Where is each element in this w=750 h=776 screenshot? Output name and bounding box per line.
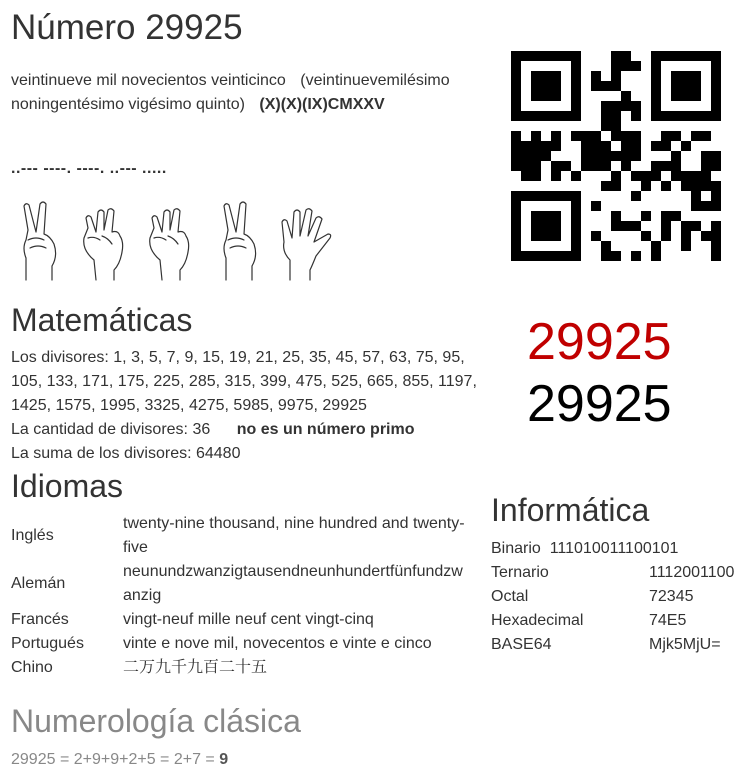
divisor-count-label: La cantidad de divisores: [11, 421, 188, 438]
binary-label: Binario [491, 540, 541, 557]
language-text: twenty-nine thousand, nine hundred and twenty-five [123, 515, 465, 556]
number-in-words [11, 69, 481, 117]
base-value: 72345 [649, 588, 694, 605]
binary-value: 111010011100101 [549, 540, 679, 557]
base-row [491, 609, 734, 633]
language-name: Francés [11, 611, 69, 628]
language-name: Inglés [11, 527, 54, 544]
language-name: Portugués [11, 635, 84, 652]
divisors-label: Los divisores: [11, 349, 109, 366]
base-row [491, 633, 734, 657]
sign-language-hands-icon [14, 200, 344, 282]
hand-two-icon [224, 202, 256, 280]
hand-two-icon [24, 202, 56, 280]
language-text: 二万九千九百二十五 [123, 659, 268, 676]
math-heading: Matemáticas [11, 302, 193, 338]
hand-nine-icon [84, 209, 123, 280]
big-number-black: 29925 [527, 375, 672, 433]
prime-status: no es un número primo [236, 421, 415, 438]
base-row [491, 561, 734, 585]
language-text: neunundzwanzigtausendneunhundertfünfundzwanzig [123, 563, 463, 604]
base-label: BASE64 [491, 636, 552, 653]
language-name: Chino [11, 659, 53, 676]
computing-heading: Informática [491, 492, 650, 528]
divisors-line [11, 346, 481, 418]
language-row [11, 632, 468, 656]
base-label: Octal [491, 588, 529, 605]
spanish-words: veintinueve mil novecientos veinticinco [11, 72, 286, 89]
language-text: vinte e nove mil, novecentos e vinte e cinco [123, 635, 432, 652]
base-label: Hexadecimal [491, 612, 584, 629]
divisor-sum: 64480 [195, 445, 241, 462]
math-section [11, 346, 481, 466]
language-text: vingt-neuf mille neuf cent vingt-cinq [123, 611, 374, 628]
divisor-sum-line [11, 442, 481, 466]
base-value: Mjk5MjU= [649, 636, 721, 653]
language-row [11, 656, 468, 680]
numerology-result: 9 [219, 751, 229, 768]
language-row [11, 512, 468, 560]
roman-numeral: (X)(X)(IX)CMXXV [259, 96, 385, 113]
morse-code: ..--- ----. ----. ..--- ..... [11, 160, 167, 177]
divisor-sum-label: La suma de los divisores: [11, 445, 192, 462]
binary-line [491, 537, 678, 561]
divisors-list: 1, 3, 5, 7, 9, 15, 19, 21, 25, 35, 45, 57, 63, 75, 95, 105, 133, 171, 175, 225, 285, 315, 399, 475, 525, 665, 855, 1197, 1425, 1575, 1995, 3325, 4275, 5985, 9975, 29925 [11, 349, 477, 414]
language-name: Alemán [11, 575, 66, 592]
divisor-count: 36 [192, 421, 211, 438]
base-value: 1112001100 [649, 564, 735, 581]
qr-code-icon [511, 51, 721, 261]
numerology-heading: Numerología clásica [11, 703, 301, 739]
language-row [11, 608, 468, 632]
divisor-count-line [11, 418, 481, 442]
page-title: Número 29925 [11, 8, 243, 47]
languages-table [11, 512, 468, 680]
base-label: Ternario [491, 564, 549, 581]
ordinal-words: (veintinuevemilésimo noningentésimo vigésimo quinto) [11, 72, 450, 113]
base-row [491, 585, 734, 609]
base-value: 74E5 [649, 612, 687, 629]
language-row [11, 560, 468, 608]
big-number-red: 29925 [527, 313, 672, 371]
computing-table [491, 561, 734, 657]
hand-five-icon [282, 209, 331, 280]
languages-heading: Idiomas [11, 468, 124, 504]
numerology-equation [11, 748, 228, 772]
hand-nine-icon [150, 209, 189, 280]
numerology-expression: 29925 = 2+9+9+2+5 = 2+7 = [11, 751, 215, 768]
